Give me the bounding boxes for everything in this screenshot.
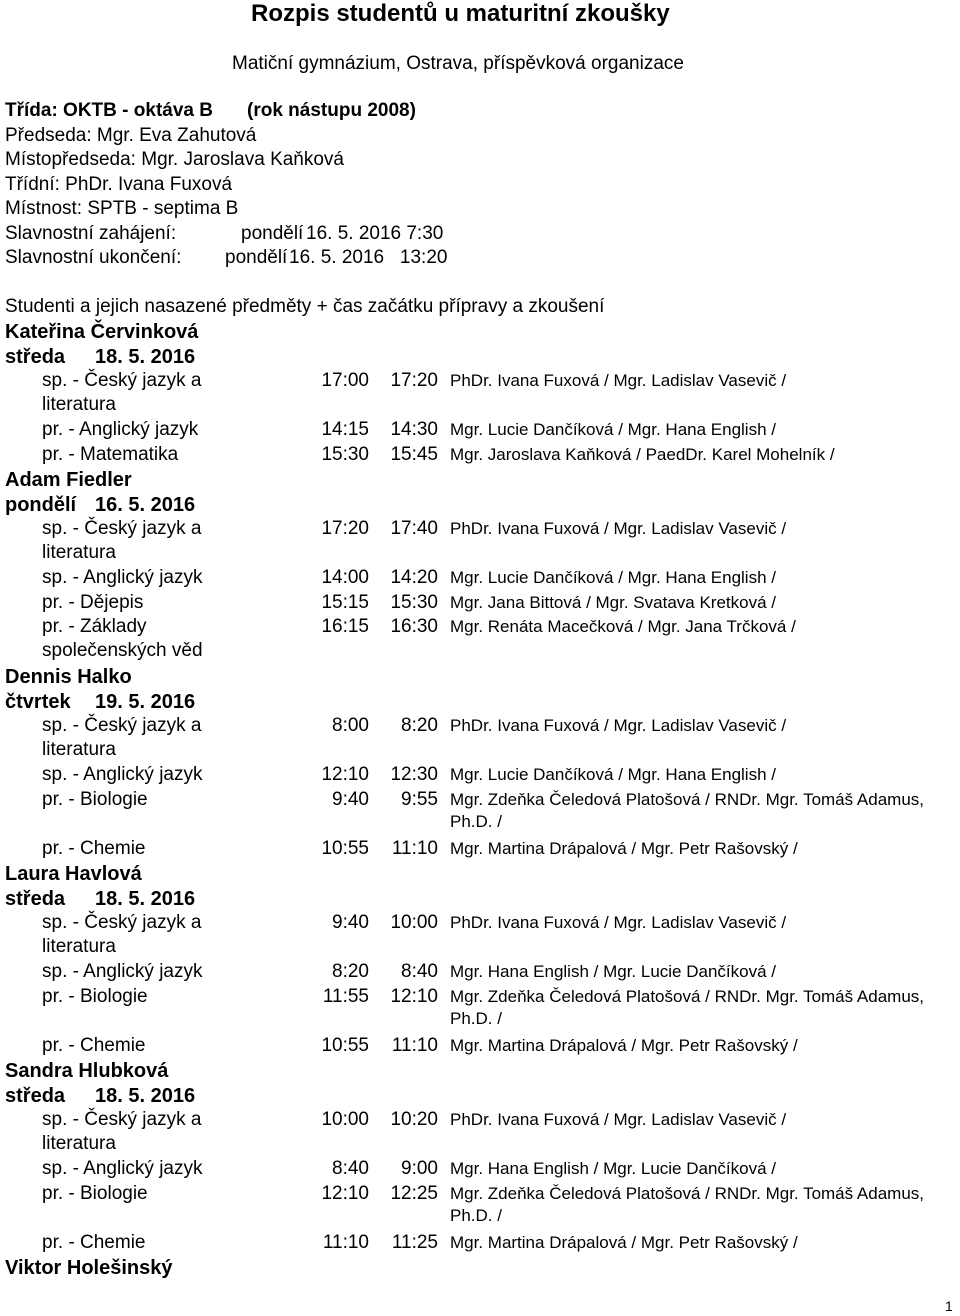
exam-row [0, 615, 960, 664]
exam-start-time: 9:00 [401, 1158, 438, 1179]
chairman: Předseda: Mgr. Eva Zahutová [5, 124, 257, 146]
school-name: Matiční gymnázium, Ostrava, příspěvková organizace [232, 53, 684, 74]
student-name: Adam Fiedler [5, 469, 132, 491]
exam-committee: Mgr. Renáta Macečková / Mgr. Jana Trčková / [450, 617, 796, 636]
student-section [0, 664, 960, 861]
prep-start-time: 9:40 [332, 788, 369, 810]
exam-start-time: 16:30 [390, 616, 438, 637]
student-name: Viktor Holešinský [5, 1257, 173, 1279]
opening-label: Slavnostní zahájení: [5, 222, 177, 244]
exam-date-value: 19. 5. 2016 [95, 691, 196, 713]
student-name: Dennis Halko [5, 666, 132, 688]
exam-row [0, 788, 960, 837]
student-name: Sandra Hlubková [5, 1060, 169, 1082]
class-line [5, 99, 416, 124]
prep-start-time: 9:40 [332, 912, 369, 933]
exam-row [0, 763, 960, 788]
exam-subject: pr. - Chemie [42, 1034, 146, 1056]
exam-committee: Mgr. Hana English / Mgr. Lucie Dančíková / [450, 1159, 776, 1178]
exam-subject: sp. - Anglický jazyk [42, 1158, 203, 1179]
exam-start-time: 12:10 [390, 985, 438, 1007]
exam-committee: Mgr. Zdeňka Čeledová Platošová / RNDr. Mgr. Tomáš Adamus, Ph.D. / [450, 789, 925, 831]
prep-start-time: 16:15 [321, 616, 369, 637]
exam-start-time: 12:25 [390, 1182, 438, 1204]
exam-start-time: 11:25 [391, 1231, 438, 1253]
exam-subject: sp. - Český jazyk a literatura [42, 715, 202, 760]
prep-start-time: 8:00 [332, 715, 369, 736]
prep-start-time: 17:00 [321, 370, 369, 391]
prep-start-time: 10:00 [321, 1109, 369, 1130]
exam-subject: sp. - Anglický jazyk [42, 764, 203, 785]
exam-start-time: 11:10 [391, 837, 438, 859]
exam-start-time: 14:20 [390, 567, 438, 588]
exam-row [0, 714, 960, 763]
exam-row [0, 1157, 960, 1182]
exam-row [0, 985, 960, 1034]
exam-row [0, 418, 960, 443]
exam-committee: PhDr. Ivana Fuxová / Mgr. Ladislav Vasevič / [450, 371, 787, 390]
exam-subject: sp. - Český jazyk a literatura [42, 370, 202, 415]
exam-subject: pr. - Biologie [42, 985, 148, 1007]
closing-line [5, 246, 448, 271]
exam-row [0, 591, 960, 616]
exam-date [0, 690, 960, 714]
student-section [0, 1058, 960, 1255]
exam-date-value: 18. 5. 2016 [95, 888, 196, 910]
exam-day: středa [5, 888, 66, 910]
opening-day: pondělí [241, 222, 304, 244]
vice-chairman: Místopředseda: Mgr. Jaroslava Kaňková [5, 149, 345, 170]
prep-start-time: 8:40 [332, 1158, 369, 1179]
exam-subject: sp. - Anglický jazyk [42, 961, 203, 982]
exam-row [0, 566, 960, 591]
room: Místnost: SPTB - septima B [5, 198, 239, 219]
exam-committee: Mgr. Lucie Dančíková / Mgr. Hana English / [450, 568, 776, 587]
class-note: (rok nástupu 2008) [247, 100, 416, 121]
exam-subject: pr. - Matematika [42, 443, 179, 465]
exam-start-time: 9:55 [401, 788, 438, 810]
exam-day: čtvrtek [5, 691, 71, 713]
exam-date [0, 493, 960, 517]
exam-committee: PhDr. Ivana Fuxová / Mgr. Ladislav Vasevič / [450, 1110, 787, 1129]
exam-committee: Mgr. Lucie Dančíková / Mgr. Hana English / [450, 420, 776, 439]
exam-row [0, 1182, 960, 1231]
prep-start-time: 11:10 [322, 1231, 369, 1253]
exam-date-value: 16. 5. 2016 [95, 494, 196, 516]
exam-row [0, 443, 960, 468]
exam-committee: Mgr. Zdeňka Čeledová Platošová / RNDr. Mgr. Tomáš Adamus, Ph.D. / [450, 1183, 925, 1225]
class-teacher: Třídní: PhDr. Ivana Fuxová [5, 173, 233, 195]
exam-subject: pr. - Chemie [42, 1231, 146, 1253]
prep-start-time: 14:15 [321, 419, 369, 440]
exam-committee: Mgr. Jaroslava Kaňková / PaedDr. Karel Mohelník / [450, 444, 835, 464]
exam-start-time: 10:00 [390, 912, 438, 933]
exam-subject: sp. - Český jazyk a literatura [42, 1109, 202, 1154]
exam-start-time: 10:20 [390, 1109, 438, 1130]
exam-committee: Mgr. Martina Drápalová / Mgr. Petr Rašovský / [450, 838, 798, 858]
exam-subject: pr. - Dějepis [42, 591, 144, 613]
exam-day: středa [5, 1085, 66, 1107]
exam-day: pondělí [5, 494, 77, 516]
prep-start-time: 8:20 [332, 961, 369, 982]
exam-subject: sp. - Český jazyk a literatura [42, 518, 202, 563]
exam-committee: Mgr. Martina Drápalová / Mgr. Petr Rašovský / [450, 1035, 798, 1055]
exam-subject: pr. - Biologie [42, 788, 148, 810]
prep-start-time: 12:10 [321, 1182, 369, 1204]
exam-committee: PhDr. Ivana Fuxová / Mgr. Ladislav Vasevič / [450, 716, 787, 735]
exam-start-time: 15:45 [390, 443, 438, 465]
exam-subject: pr. - Základy společenských věd [42, 616, 203, 661]
exam-start-time: 17:20 [390, 370, 438, 391]
exam-row [0, 837, 960, 862]
prep-start-time: 15:30 [321, 443, 369, 465]
exam-start-time: 8:40 [401, 961, 438, 982]
exam-subject: sp. - Anglický jazyk [42, 567, 203, 588]
exam-date-value: 18. 5. 2016 [95, 1085, 196, 1107]
exam-row [0, 960, 960, 985]
student-name: Laura Havlová [5, 863, 142, 885]
exam-start-time: 8:20 [401, 715, 438, 736]
prep-start-time: 10:55 [321, 837, 369, 859]
opening-line [5, 222, 444, 247]
exam-committee: PhDr. Ivana Fuxová / Mgr. Ladislav Vasevič / [450, 519, 787, 538]
opening-date: 16. 5. 2016 7:30 [306, 222, 444, 244]
exam-committee: PhDr. Ivana Fuxová / Mgr. Ladislav Vasevič / [450, 913, 787, 932]
exam-subject: pr. - Chemie [42, 837, 146, 859]
prep-start-time: 14:00 [321, 567, 369, 588]
prep-start-time: 17:20 [321, 518, 369, 539]
exam-date [0, 887, 960, 911]
exam-date-value: 18. 5. 2016 [95, 346, 196, 368]
students-list [0, 319, 960, 1281]
page-number: 1 [945, 1298, 953, 1314]
closing-day: pondělí [225, 247, 288, 268]
exam-row [0, 1231, 960, 1256]
class-info [5, 99, 448, 271]
exam-subject: pr. - Biologie [42, 1182, 148, 1204]
page-title: Rozpis studentů u maturitní zkoušky [251, 0, 670, 27]
exam-subject: pr. - Anglický jazyk [42, 419, 199, 440]
exam-row [0, 911, 960, 960]
prep-start-time: 10:55 [321, 1034, 369, 1056]
exam-committee: Mgr. Hana English / Mgr. Lucie Dančíková / [450, 962, 776, 981]
exam-committee: Mgr. Jana Bittová / Mgr. Svatava Kretková / [450, 592, 776, 612]
exam-date [0, 345, 960, 369]
exam-row [0, 1034, 960, 1059]
exam-start-time: 11:10 [391, 1034, 438, 1056]
exam-row [0, 369, 960, 418]
student-section [0, 467, 960, 664]
exam-date [0, 1084, 960, 1108]
exam-committee: Mgr. Lucie Dančíková / Mgr. Hana English / [450, 765, 776, 784]
prep-start-time: 15:15 [321, 591, 369, 613]
student-section [0, 1255, 960, 1281]
exam-row [0, 1108, 960, 1157]
student-section [0, 319, 960, 467]
student-name: Kateřina Červinková [5, 321, 199, 343]
exam-start-time: 17:40 [390, 518, 438, 539]
prep-start-time: 12:10 [321, 764, 369, 785]
closing-date: 16. 5. 2016 13:20 [289, 247, 448, 268]
exam-row [0, 517, 960, 566]
exam-start-time: 15:30 [390, 591, 438, 613]
exam-start-time: 14:30 [390, 419, 438, 440]
students-heading: Studenti a jejich nasazené předměty + čas začátku přípravy a zkoušení [5, 296, 605, 317]
student-section [0, 861, 960, 1058]
exam-subject: sp. - Český jazyk a literatura [42, 912, 202, 957]
exam-day: středa [5, 346, 66, 368]
class-label: Třída: OKTB - oktáva B [5, 100, 213, 121]
exam-start-time: 12:30 [390, 764, 438, 785]
closing-label: Slavnostní ukončení: [5, 247, 182, 268]
exam-committee: Mgr. Zdeňka Čeledová Platošová / RNDr. Mgr. Tomáš Adamus, Ph.D. / [450, 986, 925, 1028]
prep-start-time: 11:55 [322, 985, 369, 1007]
exam-committee: Mgr. Martina Drápalová / Mgr. Petr Rašovský / [450, 1232, 798, 1252]
